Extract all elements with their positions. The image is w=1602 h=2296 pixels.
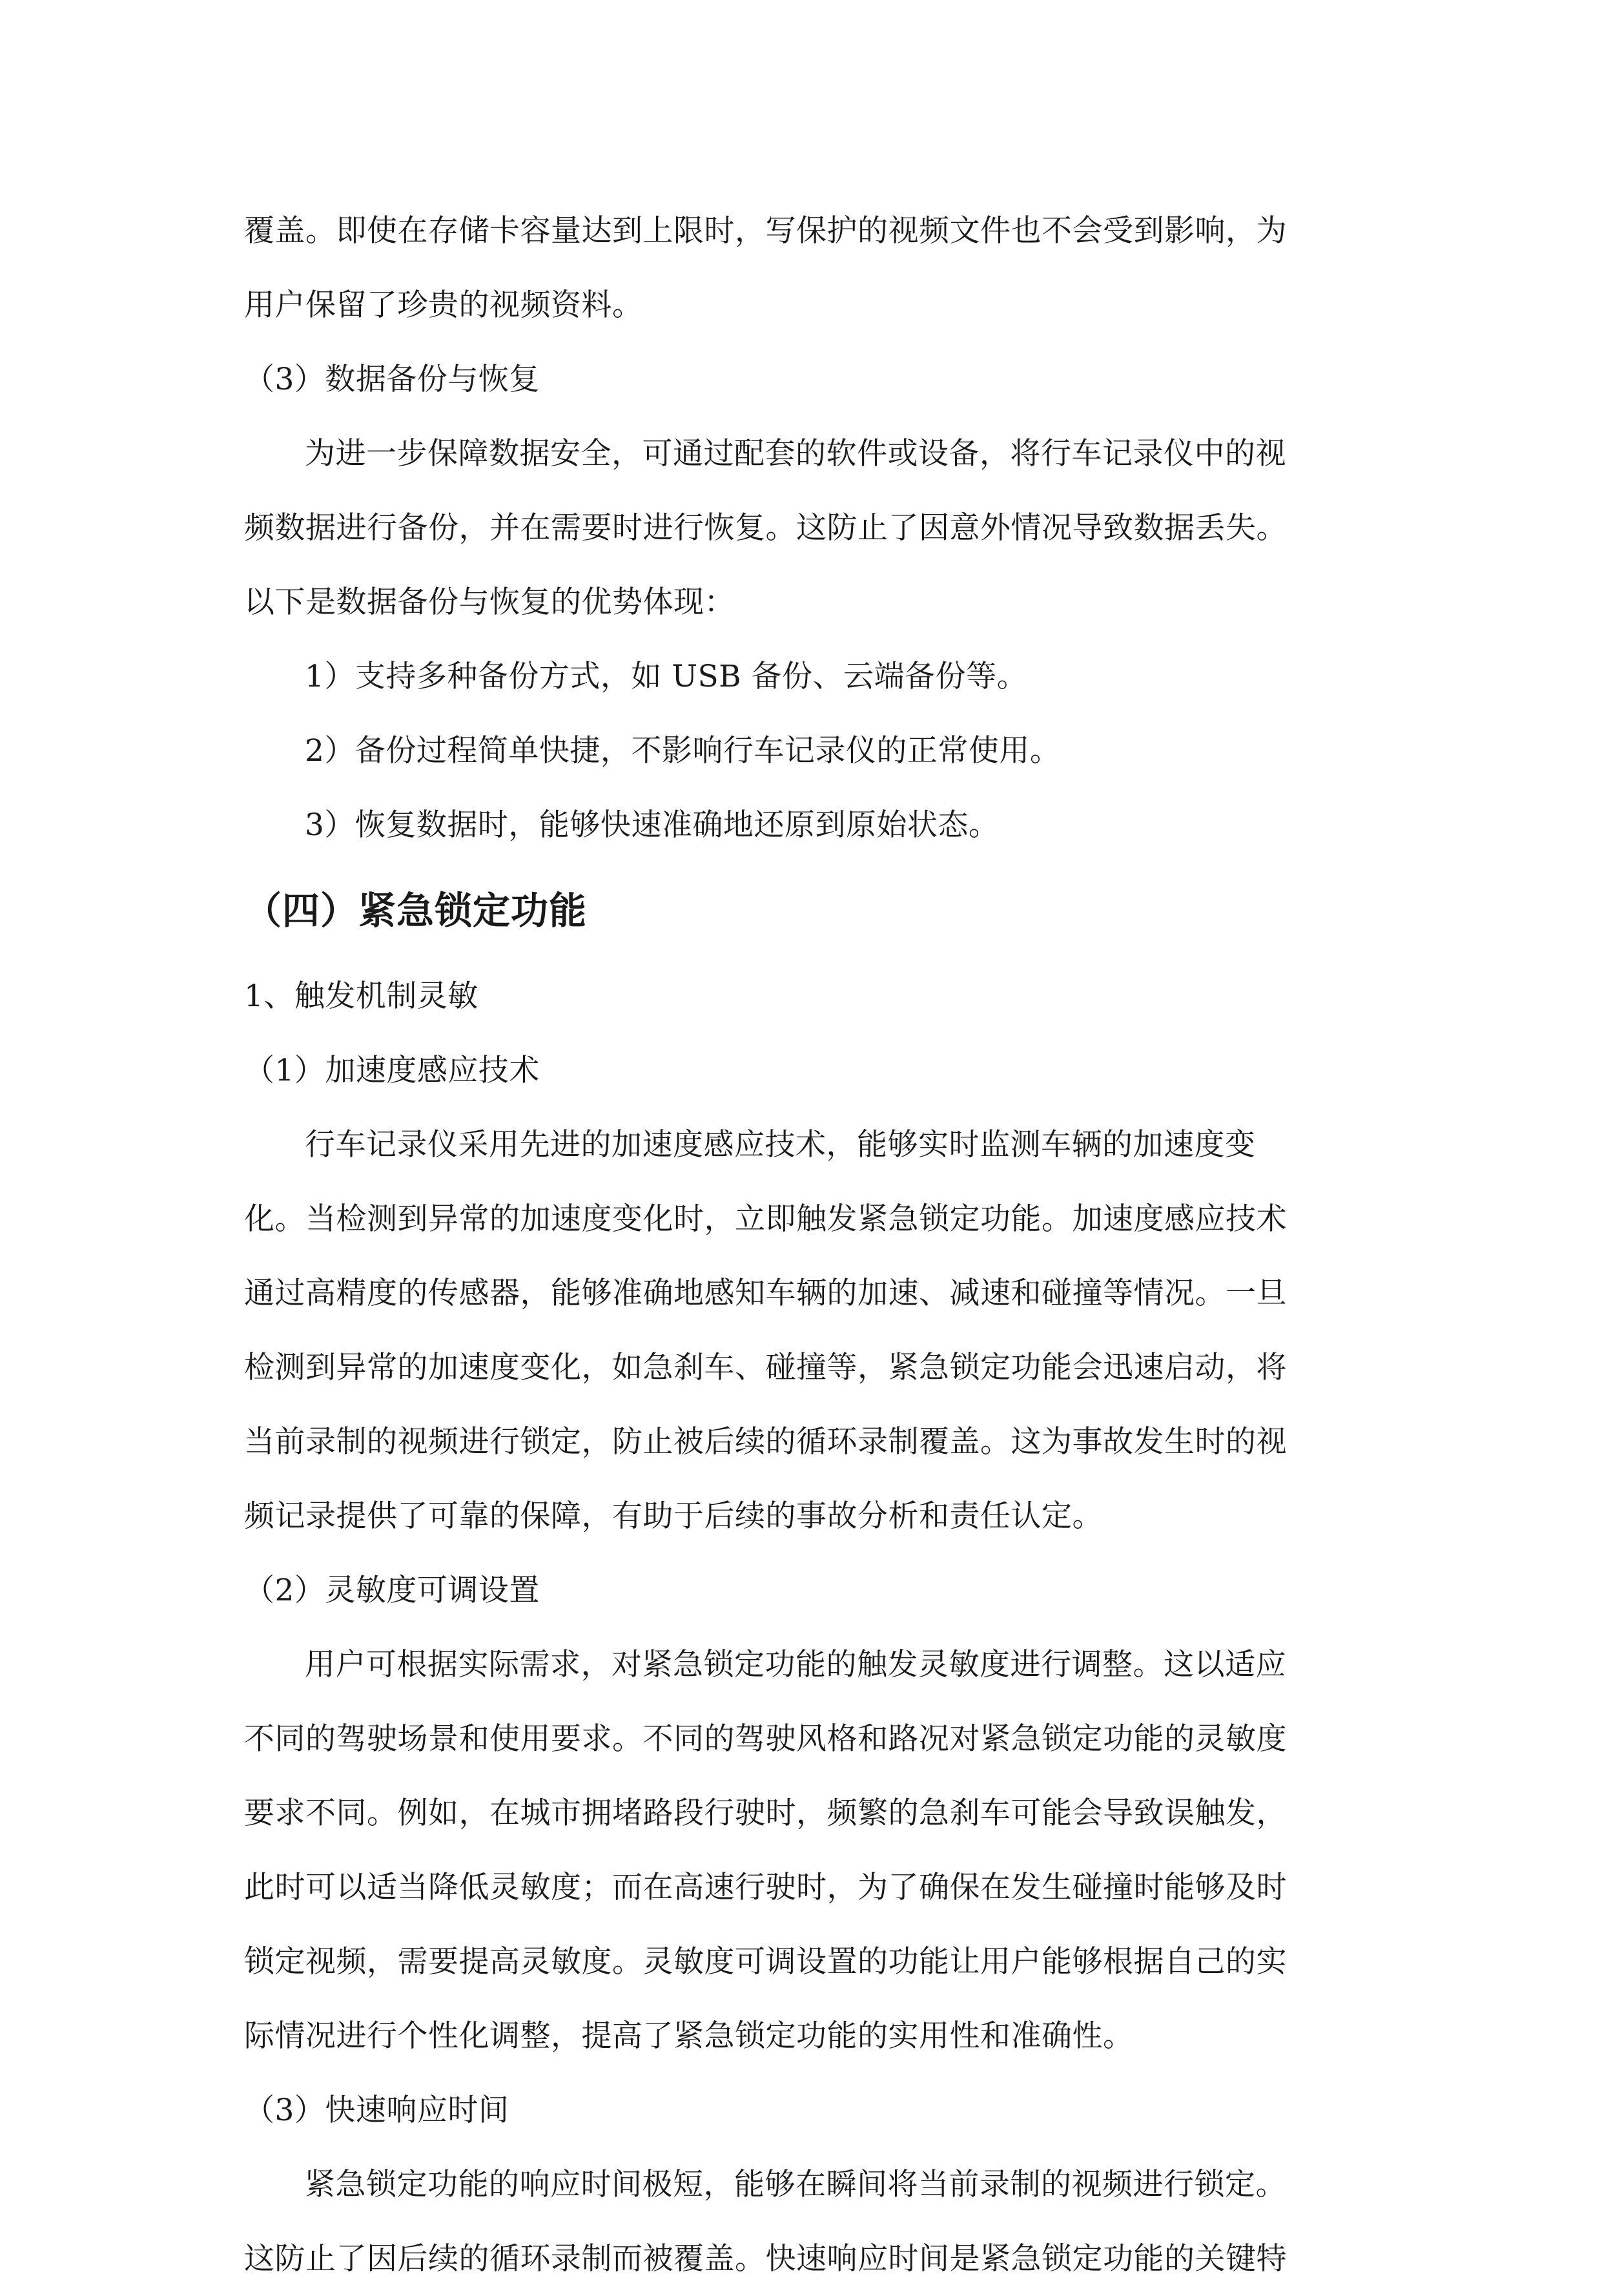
paragraph-data-backup bbox=[244, 417, 1356, 639]
text-line: 覆盖。即使在存储卡容量达到上限时，写保护的视频文件也不会受到影响，为 bbox=[244, 213, 1287, 249]
text-line: 锁定视频，需要提高灵敏度。灵敏度可调设置的功能让用户能够根据自己的实 bbox=[244, 1944, 1287, 1980]
text-line: 为进一步保障数据安全，可通过配套的软件或设备，将行车记录仪中的视 bbox=[305, 436, 1286, 471]
text-line: 频数据进行备份，并在需要时进行恢复。这防止了因意外情况导致数据丢失。 bbox=[244, 510, 1287, 546]
list-item-backup-process: 2）备份过程简单快捷，不影响行车记录仪的正常使用。 bbox=[305, 733, 1061, 769]
text-line: 用户可根据实际需求，对紧急锁定功能的触发灵敏度进行调整。这以适应 bbox=[305, 1647, 1286, 1682]
list-item-backup-methods: 1）支持多种备份方式，如 USB 备份、云端备份等。 bbox=[305, 659, 1028, 694]
paragraph-sensitivity-setting bbox=[244, 1628, 1356, 2073]
list-item-restore: 3）恢复数据时，能够快速准确地还原到原始状态。 bbox=[305, 807, 1000, 843]
text-line: 通过高精度的传感器，能够准确地感知车辆的加速、减速和碰撞等情况。一旦 bbox=[244, 1276, 1287, 1311]
text-line: 检测到异常的加速度变化，如急刹车、碰撞等，紧急锁定功能会迅速启动，将 bbox=[244, 1350, 1287, 1385]
paragraph-acceleration-sensing bbox=[244, 1108, 1356, 1553]
text-line: 紧急锁定功能的响应时间极短，能够在瞬间将当前录制的视频进行锁定。 bbox=[305, 2167, 1286, 2202]
document-page bbox=[244, 194, 1356, 2296]
text-line: 行车记录仪采用先进的加速度感应技术，能够实时监测车辆的加速度变 bbox=[305, 1127, 1256, 1163]
text-line: 不同的驾驶场景和使用要求。不同的驾驶风格和路况对紧急锁定功能的灵敏度 bbox=[244, 1721, 1287, 1757]
text-line: 这防止了因后续的循环录制而被覆盖。快速响应时间是紧急锁定功能的关键特 bbox=[244, 2241, 1287, 2277]
paragraph-overwrite-protection bbox=[244, 194, 1356, 342]
subheading-data-backup: （3）数据备份与恢复 bbox=[244, 362, 540, 397]
text-line: 当前录制的视频进行锁定，防止被后续的循环录制覆盖。这为事故发生时的视 bbox=[244, 1424, 1287, 1460]
text-line: 此时可以适当降低灵敏度；而在高速行驶时，为了确保在发生碰撞时能够及时 bbox=[244, 1870, 1287, 1905]
text-line: 用户保留了珍贵的视频资料。 bbox=[244, 287, 643, 323]
text-line: 际情况进行个性化调整，提高了紧急锁定功能的实用性和准确性。 bbox=[244, 2018, 1134, 2054]
text-line: 要求不同。例如，在城市拥堵路段行驶时，频繁的急刹车可能会导致误触发， bbox=[244, 1795, 1287, 1831]
subheading-trigger-mechanism: 1、触发机制灵敏 bbox=[244, 978, 478, 1014]
text-line: 频记录提供了可靠的保障，有助于后续的事故分析和责任认定。 bbox=[244, 1498, 1103, 1534]
section-heading-emergency-lock: （四）紧急锁定功能 bbox=[244, 889, 588, 933]
subheading-acceleration-sensing: （1）加速度感应技术 bbox=[244, 1053, 540, 1088]
subheading-response-time: （3）快速响应时间 bbox=[244, 2093, 509, 2128]
subheading-sensitivity-setting: （2）灵敏度可调设置 bbox=[244, 1573, 540, 1608]
text-line: 化。当检测到异常的加速度变化时，立即触发紧急锁定功能。加速度感应技术 bbox=[244, 1201, 1287, 1237]
text-line: 以下是数据备份与恢复的优势体现： bbox=[244, 584, 735, 620]
paragraph-response-time bbox=[244, 2147, 1356, 2296]
